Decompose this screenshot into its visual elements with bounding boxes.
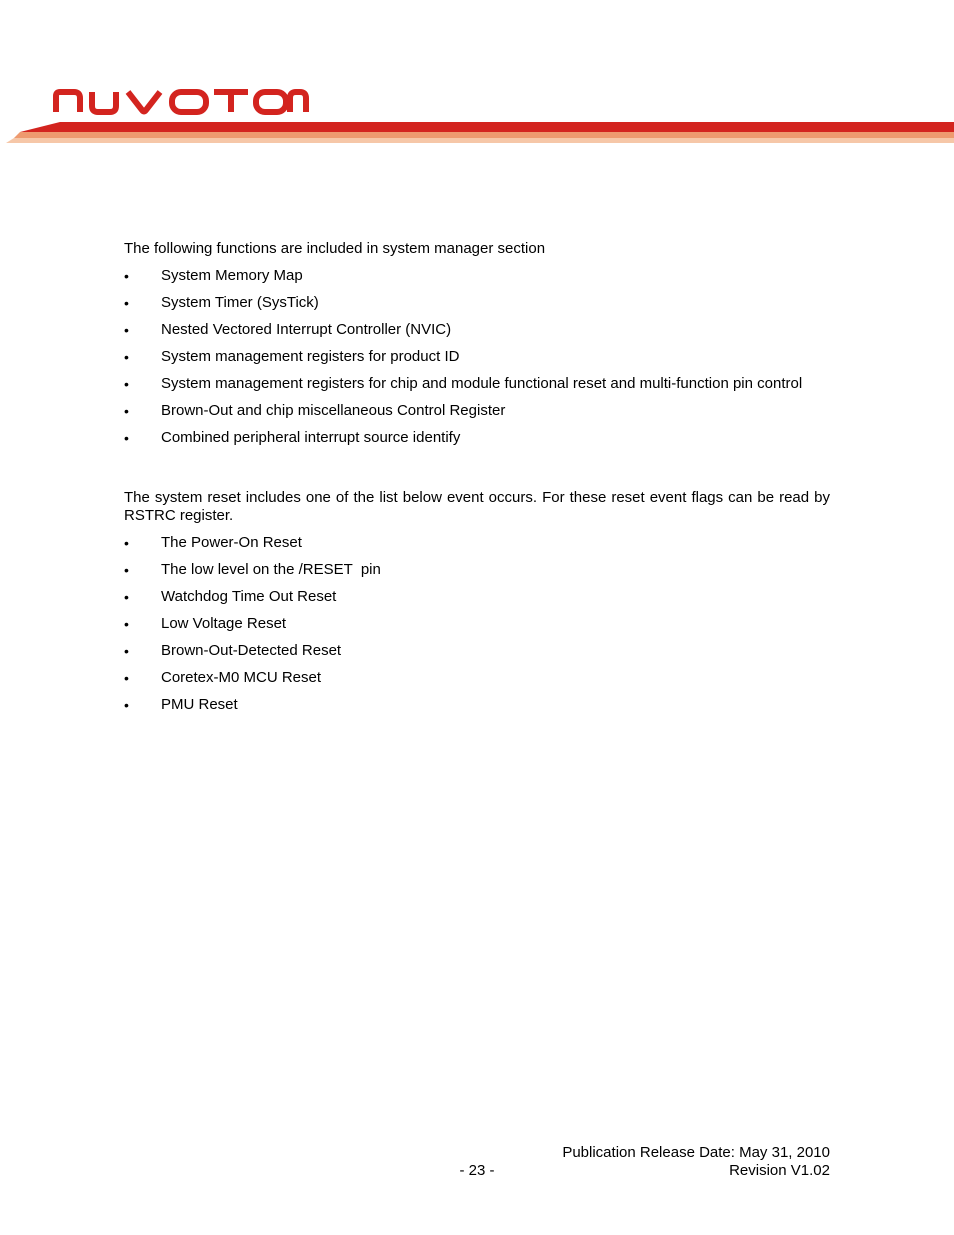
- list-item: • Coretex-M0 MCU Reset: [124, 669, 322, 686]
- bullet-icon: •: [124, 403, 129, 419]
- bullet-icon: •: [124, 268, 129, 284]
- page-footer: [124, 1144, 830, 1180]
- bullet-icon: •: [124, 295, 129, 311]
- list-item: • Watchdog Time Out Reset: [124, 588, 337, 605]
- list-item: • PMU Reset: [124, 696, 238, 713]
- bullet-icon: •: [124, 430, 129, 446]
- list-item: • Brown-Out-Detected Reset: [124, 642, 342, 659]
- list-item: • The Power-On Reset: [124, 534, 302, 551]
- list-item: • System management registers for chip and module functional reset and multi-function pin control: [124, 375, 803, 392]
- system-reset-intro: The system reset includes one of the list below event occurs. For these reset event flags can be read by RSTRC register.: [124, 489, 830, 524]
- bullet-icon: •: [124, 376, 129, 392]
- list-item: • Brown-Out and chip miscellaneous Control Register: [124, 402, 506, 419]
- nuvoton-logo: [50, 86, 312, 116]
- list-item: • The low level on the /RESET pin: [124, 561, 381, 578]
- bullet-icon: •: [124, 616, 129, 632]
- system-reset-list: [124, 534, 830, 714]
- document-body: [124, 240, 830, 714]
- bullet-icon: •: [124, 589, 129, 605]
- bullet-icon: •: [124, 643, 129, 659]
- bullet-icon: •: [124, 562, 129, 578]
- list-item: • System Timer (SysTick): [124, 294, 319, 311]
- bullet-icon: •: [124, 349, 129, 365]
- bullet-icon: •: [124, 697, 129, 713]
- publication-date: Publication Release Date: May 31, 2010: [562, 1144, 830, 1161]
- bullet-icon: •: [124, 670, 129, 686]
- page-header: [0, 0, 954, 150]
- revision: Revision V1.02: [729, 1162, 830, 1179]
- header-stripes: [0, 118, 954, 148]
- bullet-icon: •: [124, 322, 129, 338]
- list-item: • Nested Vectored Interrupt Controller (NVIC): [124, 321, 452, 338]
- list-item: • Combined peripheral interrupt source identify: [124, 429, 461, 446]
- bullet-icon: •: [124, 535, 129, 551]
- page-number: - 23 -: [459, 1162, 495, 1179]
- list-item: • System management registers for product ID: [124, 348, 460, 365]
- system-manager-intro: The following functions are included in system manager section: [124, 240, 546, 257]
- system-manager-list: [124, 267, 830, 447]
- list-item: • Low Voltage Reset: [124, 615, 287, 632]
- list-item: • System Memory Map: [124, 267, 303, 284]
